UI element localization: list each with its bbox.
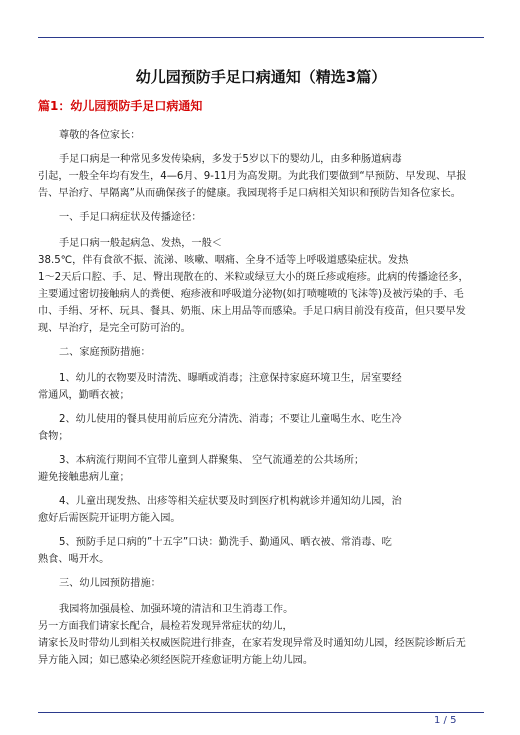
footer-rule	[38, 712, 484, 713]
text-line: 请家长及时带幼儿到相关权威医院进行排查，在家若发现异常及时通知幼儿园，经医院诊断后无	[38, 638, 466, 649]
text-line: 现、早治疗，是完全可防可治的。	[38, 323, 191, 334]
text-line: 1～2天后口腔、手、足、臀出现散在的、米粒或绿豆大小的斑丘疹或疱疹。此病的传播途径多，	[38, 272, 469, 283]
section-heading: 篇1：幼儿园预防手足口病通知	[38, 99, 203, 113]
text-line: 避免接触患病儿童；	[38, 472, 130, 483]
subheading-kindergarten	[38, 575, 484, 592]
text-line: 引起，一般全年均有发生，4—6月、9-11月为高发期。为此我们要做到“早预防、早发现、早报	[38, 171, 467, 182]
text-line: 38.5℃，伴有食欲不振、流涕、咳嗽、咽痛、全身不适等上呼吸道感染症状。发热	[38, 255, 409, 266]
text-line: 主要通过密切接触病人的粪便、疱疹液和呼吸道分泌物(如打喷嚏喷的飞沫等)及被污染的手、毛	[38, 289, 464, 300]
greeting-line: 尊敬的各位家长：	[59, 130, 141, 141]
text-line: 愈好后需医院开证明方能入园。	[38, 513, 181, 524]
document-body	[38, 127, 484, 676]
home-item-2	[38, 411, 484, 445]
kindergarten-paragraph	[38, 601, 484, 669]
text-line: 5、预防手足口病的”十五字”口诀：勤洗手、勤通风、晒衣被、常消毒、吃	[59, 537, 392, 548]
subheading-line: 一、手足口病症状及传播途径：	[59, 212, 202, 223]
home-item-5	[38, 534, 484, 568]
text-line: 2、幼儿使用的餐具使用前后应充分清洗、消毒；不要让儿童喝生水、吃生冷	[59, 414, 402, 425]
text-line: 手足口病一般起病急、发热，一般＜	[59, 238, 222, 249]
text-line: 异方能入园；如已感染必须经医院开痊愈证明方能上幼儿园。	[38, 655, 314, 666]
greeting-paragraph	[38, 127, 484, 144]
home-item-4	[38, 493, 484, 527]
text-line: 4、儿童出现发热、出疹等相关症状要及时到医疗机构就诊并通知幼儿园，治	[59, 496, 402, 507]
subheading-line: 三、幼儿园预防措施：	[59, 578, 161, 589]
home-item-1	[38, 370, 484, 404]
intro-paragraph	[38, 151, 484, 202]
text-line: 熟食、喝开水。	[38, 554, 110, 565]
subheading-symptoms	[38, 209, 484, 226]
text-line: 1、幼儿的衣物要及时清洗、曝晒或消毒；注意保持家庭环境卫生，居室要经	[59, 373, 402, 384]
text-line: 常通风，勤晒衣被；	[38, 390, 130, 401]
text-line: 食物；	[38, 431, 69, 442]
text-line: 3、本病流行期间不宜带儿童到人群聚集、 空气流通差的公共场所；	[59, 455, 365, 466]
home-item-3	[38, 452, 484, 486]
header-rule	[38, 37, 484, 38]
document-title: 幼儿园预防手足口病通知（精选3篇）	[135, 68, 387, 86]
text-line: 手足口病是一种常见多发传染病，多发于5岁以下的婴幼儿，由多种肠道病毒	[59, 154, 402, 165]
symptoms-paragraph	[38, 235, 484, 337]
text-line: 另一方面我们请家长配合，晨检若发现异常症状的幼儿，	[38, 621, 293, 632]
subheading-line: 二、家庭预防措施：	[59, 347, 151, 358]
text-line: 巾、手绢、牙杯、玩具、餐具、奶瓶、床上用品等而感染。手足口病目前没有疫苗，但只要早发	[38, 306, 466, 317]
text-line: 我园将加强晨检、加强环境的清洁和卫生消毒工作。	[59, 604, 294, 615]
subheading-home	[38, 344, 484, 361]
text-line: 告、早治疗、早隔离”从而确保孩子的健康。我园现将手足口病相关知识和预防告知各位家长。	[38, 188, 461, 199]
page-number: 1 / 5	[434, 715, 457, 726]
